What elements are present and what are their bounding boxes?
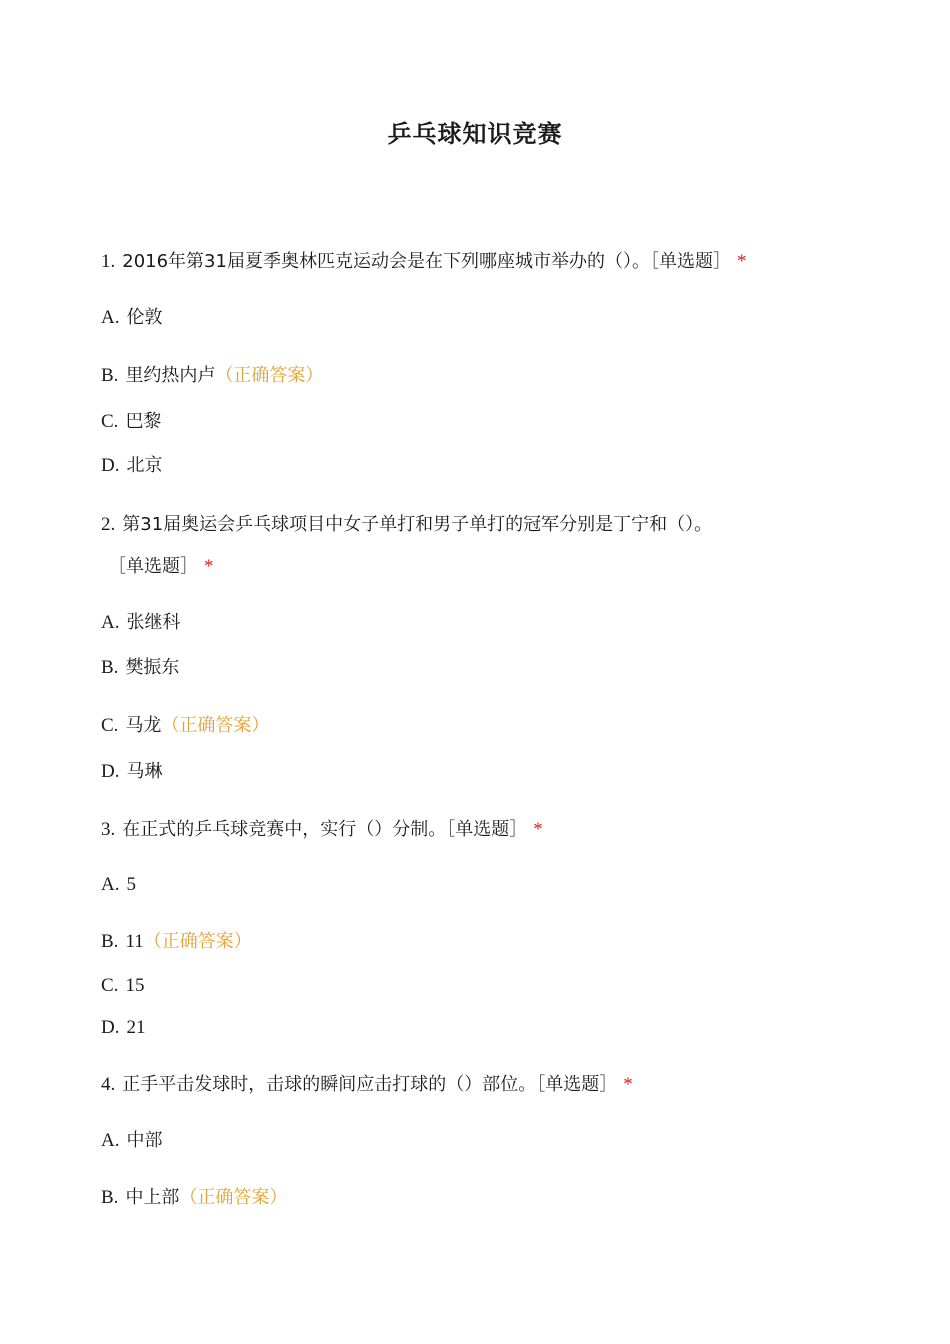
option-letter: C.	[101, 715, 119, 736]
question-type: ［单选题］	[108, 556, 198, 577]
question-4-option-a	[101, 1129, 162, 1153]
question-number: 1.	[101, 251, 116, 272]
question-2-stem-cont	[108, 555, 214, 579]
question-1-option-b	[101, 364, 323, 388]
question-4-stem	[101, 1073, 633, 1097]
option-text: 伦敦	[126, 307, 163, 328]
question-2-option-b	[101, 656, 179, 680]
required-mark: *	[736, 251, 747, 272]
required-mark: *	[533, 819, 543, 840]
question-1-stem	[101, 250, 746, 274]
question-2-option-a	[101, 611, 180, 635]
question-text: 2016年第31届夏季奥林匹克运动会是在下列哪座城市举办的（）。［单选题］	[122, 251, 731, 272]
option-text: 北京	[126, 455, 163, 476]
option-letter: D.	[101, 761, 120, 782]
option-letter: B.	[101, 365, 119, 386]
correct-answer-tag: （正确答案）	[215, 365, 324, 386]
question-3-option-c	[101, 974, 144, 998]
option-text: 马琳	[126, 761, 163, 782]
required-mark: *	[204, 556, 214, 577]
correct-answer-tag: （正确答案）	[179, 1187, 288, 1208]
question-3-option-d	[101, 1016, 145, 1040]
question-2-option-c	[101, 714, 269, 738]
question-3-option-a	[101, 873, 136, 897]
question-3-option-b	[101, 930, 252, 954]
question-3-stem	[101, 818, 543, 842]
question-2-stem	[101, 513, 712, 537]
question-2-option-d	[101, 760, 162, 784]
option-letter: A.	[101, 874, 120, 895]
question-number: 2.	[101, 514, 116, 535]
question-4-option-b	[101, 1186, 287, 1210]
question-text: 正手平击发球时，击球的瞬间应击打球的（）部位。［单选题］	[122, 1074, 618, 1095]
option-text: 樊振东	[125, 657, 180, 678]
option-letter: A.	[101, 1130, 120, 1151]
page-title: 乒乓球知识竞赛	[387, 120, 563, 148]
option-letter: D.	[101, 455, 120, 476]
question-text: 第31届奥运会乒乓球项目中女子单打和男子单打的冠军分别是丁宁和（）。	[122, 514, 713, 535]
option-letter: C.	[101, 411, 119, 432]
question-number: 3.	[101, 819, 116, 840]
option-text: 马龙	[125, 715, 162, 736]
option-letter: A.	[101, 612, 120, 633]
option-text: 中上部	[125, 1187, 180, 1208]
question-1-option-a	[101, 306, 162, 330]
question-1-option-d	[101, 454, 162, 478]
option-text: 11	[125, 931, 144, 952]
option-text: 巴黎	[125, 411, 162, 432]
option-letter: D.	[101, 1017, 120, 1038]
option-text: 里约热内卢	[125, 365, 216, 386]
correct-answer-tag: （正确答案）	[161, 715, 270, 736]
correct-answer-tag: （正确答案）	[143, 931, 252, 952]
required-mark: *	[623, 1074, 633, 1095]
option-letter: A.	[101, 307, 120, 328]
option-text: 15	[125, 975, 145, 996]
option-letter: C.	[101, 975, 119, 996]
option-letter: B.	[101, 657, 119, 678]
option-text: 张继科	[126, 612, 181, 633]
option-letter: B.	[101, 931, 119, 952]
question-number: 4.	[101, 1074, 116, 1095]
option-text: 5	[126, 874, 136, 895]
question-text: 在正式的乒乓球竞赛中，实行（）分制。［单选题］	[122, 819, 528, 840]
option-text: 中部	[126, 1130, 163, 1151]
option-letter: B.	[101, 1187, 119, 1208]
option-text: 21	[126, 1017, 146, 1038]
question-1-option-c	[101, 410, 161, 434]
